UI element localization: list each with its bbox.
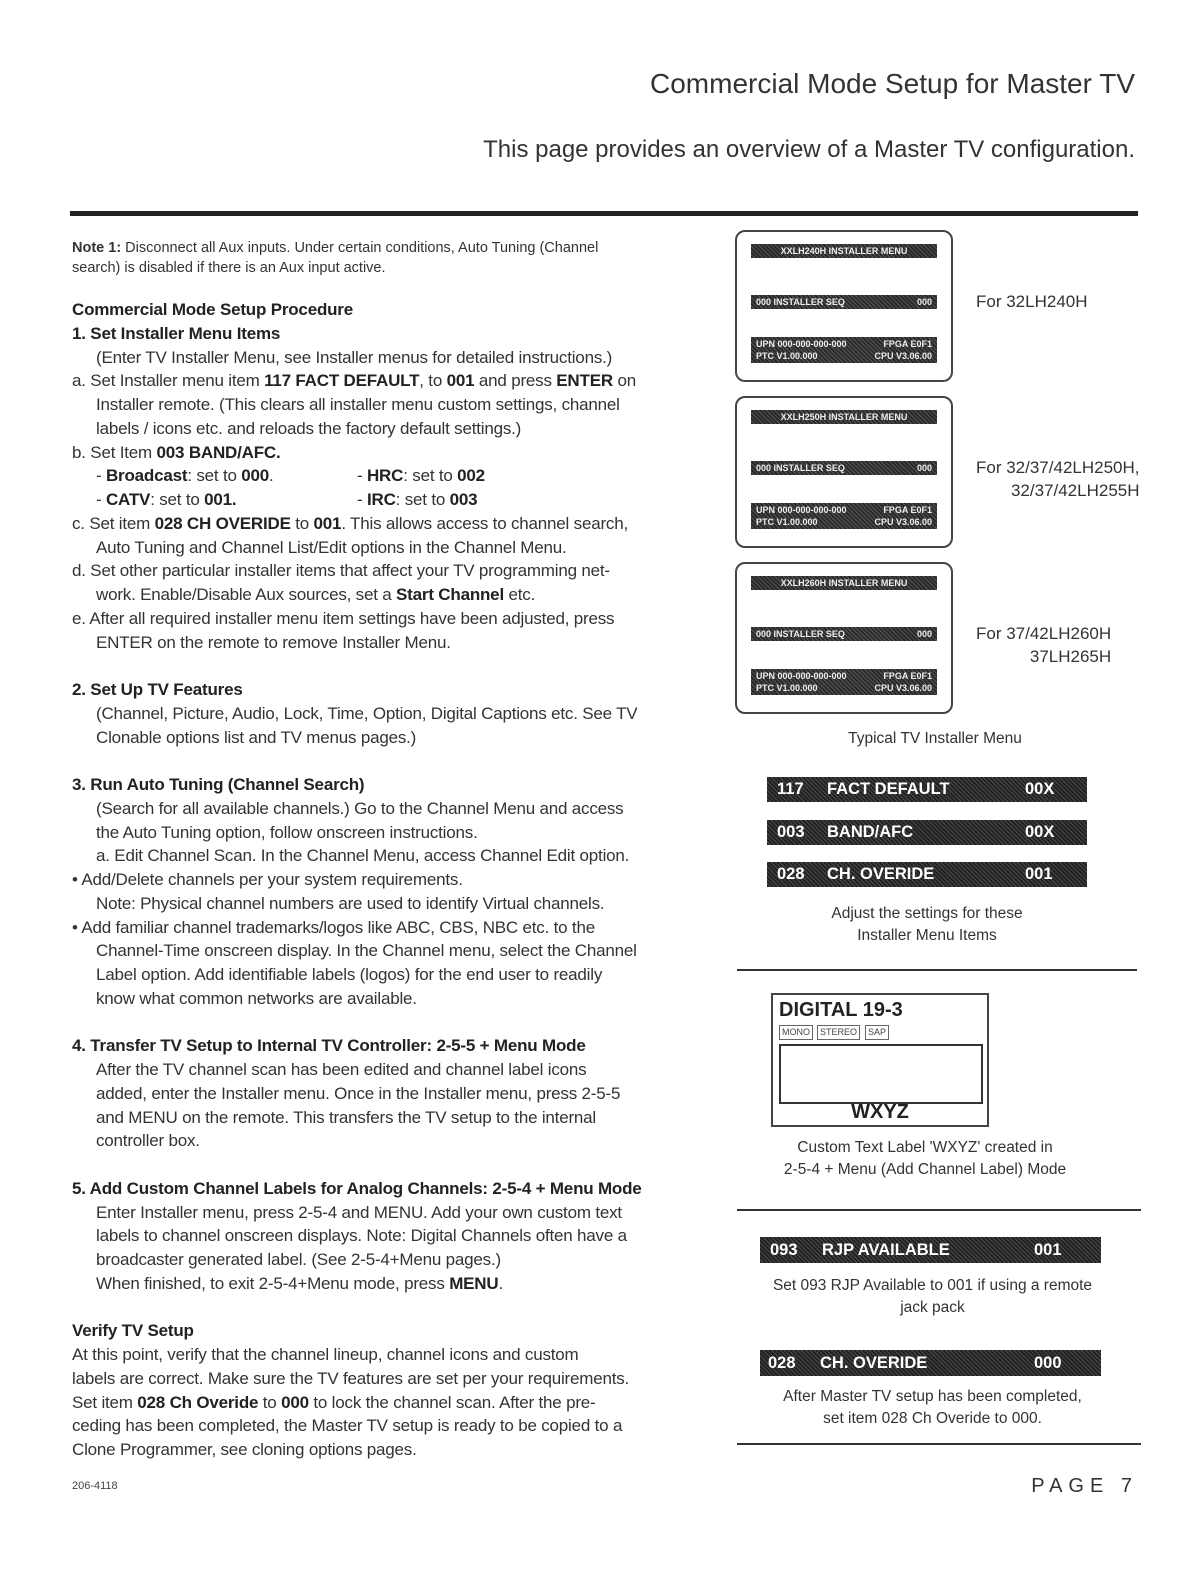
note-label: Note 1: <box>72 240 122 256</box>
installer-seq-row <box>751 295 937 309</box>
text: work. Enable/Disable Aux sources, set a <box>96 585 397 604</box>
bold-text: IRC <box>366 490 396 509</box>
bold-text: Start Channel <box>396 585 504 604</box>
text: . <box>269 466 274 486</box>
text: When finished, to exit 2-5-4+Menu mode, press <box>96 1273 450 1293</box>
bold-text: 002 <box>457 466 485 486</box>
caption-line: set item 028 Ch Overide to 000. <box>823 1410 1042 1427</box>
caption-line: Adjust the settings for these <box>831 905 1023 922</box>
section-heading <box>72 773 697 797</box>
seq-label: 000 INSTALLER SEQ <box>756 297 845 307</box>
section-heading <box>72 322 697 346</box>
text: e. After all required installer menu item settings have been adjusted, press <box>72 608 615 628</box>
note-1 <box>72 238 692 278</box>
ptc: PTC V1.00.000 <box>756 351 818 361</box>
model-line: For 37/42LH260H <box>976 624 1112 643</box>
text-line <box>72 1367 697 1391</box>
sap-badge: SAP <box>865 1025 889 1040</box>
bold-text: Verify TV Setup <box>72 1321 194 1341</box>
text: . <box>498 1273 503 1293</box>
fpga: FPGA E0F1 <box>883 505 932 515</box>
ptc: PTC V1.00.000 <box>756 683 818 693</box>
bold-text: 3. Run Auto Tuning (Channel Search) <box>72 775 365 794</box>
channel-number: DIGITAL 19-3 <box>779 999 903 1021</box>
text-line <box>72 1153 697 1177</box>
text-line <box>72 1391 697 1415</box>
text: know what common networks are available. <box>96 988 417 1008</box>
text-line <box>72 939 697 963</box>
model-label <box>976 290 1088 313</box>
text: Clonable options list and TV menus pages.) <box>96 727 417 747</box>
text-line <box>72 987 697 1011</box>
text: - <box>357 466 367 486</box>
items-caption <box>767 903 1087 947</box>
text-line <box>72 1201 697 1225</box>
text: - <box>357 490 367 509</box>
text-line <box>72 1272 697 1296</box>
text-line <box>72 417 697 441</box>
text-line <box>72 631 697 655</box>
text-line <box>72 1414 697 1438</box>
page-title: Commercial Mode Setup for Master TV <box>650 68 1135 99</box>
bold-text: HRC <box>366 466 404 486</box>
text-line <box>72 441 697 465</box>
page-subtitle: This page provides an overview of a Master TV configuration. <box>483 136 1135 163</box>
fpga: FPGA E0F1 <box>883 671 932 681</box>
text: labels are correct. Make sure the TV features are set per your requirements. <box>72 1368 630 1388</box>
text: Set item <box>72 1392 138 1412</box>
cpu: CPU V3.06.00 <box>874 517 932 527</box>
item-name: CH. OVERIDE <box>820 1354 928 1372</box>
text-line <box>72 1224 697 1248</box>
fpga: FPGA E0F1 <box>883 339 932 349</box>
text-line <box>72 369 697 393</box>
text: - <box>96 466 106 486</box>
installer-menu-screen <box>735 230 953 382</box>
text-line <box>72 726 697 750</box>
bold-text: CATV <box>105 490 151 509</box>
text: added, enter the Installer menu. Once in the Installer menu, press 2-5-5 <box>96 1083 621 1103</box>
bold-text: 003 BAND/AFC. <box>156 442 281 462</box>
text-line <box>72 1296 697 1320</box>
upn: UPN 000-000-000-000 <box>756 505 847 515</box>
text: labels / icons etc. and reloads the factory default settings.) <box>96 418 522 438</box>
bold-text: 5. Add Custom Channel Labels for Analog Channels: 2-5-4 + Menu Mode <box>72 1178 642 1198</box>
text: Clone Programmer, see cloning options pages. <box>72 1440 417 1459</box>
text-line <box>72 1011 697 1035</box>
text-line <box>72 583 697 607</box>
installer-menu-screen <box>735 396 953 548</box>
item-number: 093 <box>770 1241 798 1259</box>
item-name: BAND/AFC <box>827 823 914 841</box>
text-line <box>72 1248 697 1272</box>
text-line <box>72 1129 697 1153</box>
ch-overide-final-item <box>760 1350 1101 1376</box>
text: , to <box>419 371 447 391</box>
divider <box>737 969 1137 971</box>
item-name: FACT DEFAULT <box>827 780 950 798</box>
channel-logo-area <box>779 1044 983 1104</box>
item-number: 028 <box>777 865 805 883</box>
section-heading <box>72 1319 697 1343</box>
bold-text: 003 <box>449 490 478 509</box>
seq-label: 000 INSTALLER SEQ <box>756 629 845 639</box>
text: on <box>612 371 636 391</box>
bold-text: 028 CH OVERIDE <box>154 513 291 533</box>
item-value: 001 <box>1034 1241 1062 1259</box>
text-line <box>72 749 697 773</box>
version-info <box>751 503 937 529</box>
text-line <box>72 346 697 370</box>
text: ENTER on the remote to remove Installer Menu. <box>96 632 451 652</box>
text: : set to <box>403 466 458 486</box>
bold-text: Commercial Mode Setup Procedure <box>72 300 353 319</box>
cpu: CPU V3.06.00 <box>874 351 932 361</box>
text: a. Edit Channel Scan. In the Channel Menu, access Channel Edit option. <box>96 846 630 866</box>
note-text: Disconnect all Aux inputs. Under certain conditions, Auto Tuning (Channel <box>121 240 599 256</box>
bold-text: 001 <box>446 371 475 391</box>
text: . This allows access to channel search, <box>341 513 629 533</box>
text-line <box>72 797 697 821</box>
bold-text: 001. <box>204 490 237 509</box>
divider <box>737 1443 1141 1445</box>
bold-text: 000 <box>241 466 270 486</box>
caption-line: After Master TV setup has been completed, <box>783 1388 1082 1405</box>
caption-line: jack pack <box>900 1299 965 1316</box>
item-number: 028 <box>768 1354 796 1372</box>
overide-caption <box>745 1386 1120 1430</box>
text: : set to <box>187 466 242 486</box>
text: Channel-Time onscreen display. In the Channel menu, select the Channel <box>96 941 637 961</box>
menu-title: XXLH250H INSTALLER MENU <box>751 410 937 424</box>
mono-badge: MONO <box>779 1025 813 1040</box>
text: - <box>96 490 106 509</box>
item-value: 001 <box>1025 865 1053 883</box>
seq-value: 000 <box>916 297 932 307</box>
bold-text: 000 <box>281 1392 309 1412</box>
text-line <box>72 1058 697 1082</box>
item-value: 00X <box>1025 780 1055 798</box>
text: Note: Physical channel numbers are used to identify Virtual channels. <box>96 893 605 913</box>
digital-caption <box>760 1137 1090 1181</box>
rjp-caption <box>745 1275 1120 1319</box>
version-info <box>751 337 937 363</box>
second-column <box>357 488 477 512</box>
text-line <box>72 892 697 916</box>
bold-text: 117 FACT DEFAULT <box>264 371 420 391</box>
seq-label: 000 INSTALLER SEQ <box>756 463 845 473</box>
seq-value: 000 <box>916 629 932 639</box>
section-heading <box>72 1034 697 1058</box>
text: to lock the channel scan. After the pre- <box>308 1392 596 1412</box>
text: the Auto Tuning option, follow onscreen instructions. <box>96 822 478 842</box>
divider <box>737 1209 1141 1211</box>
text-line <box>72 916 697 940</box>
text: to <box>290 513 314 533</box>
bold-text: 4. Transfer TV Setup to Internal TV Controller: 2-5-5 + Menu Mode <box>72 1036 586 1056</box>
installer-seq-row <box>751 461 937 475</box>
upn: UPN 000-000-000-000 <box>756 671 847 681</box>
bold-text: 001 <box>313 513 342 533</box>
section-heading <box>72 1177 697 1201</box>
bold-text: 1. Set Installer Menu Items <box>72 323 281 343</box>
item-value: 00X <box>1025 823 1055 841</box>
stereo-badge: STEREO <box>817 1025 860 1040</box>
text-line <box>72 1106 697 1130</box>
text: Label option. Add identifiable labels (logos) for the end user to readily <box>96 965 603 984</box>
text: labels to channel onscreen displays. Note: Digital Channels often have a <box>96 1226 627 1246</box>
text: c. Set item <box>72 513 155 533</box>
model-line: For 32/37/42LH250H, <box>976 458 1140 477</box>
text: After the TV channel scan has been edited and channel label icons <box>96 1060 587 1079</box>
installer-item-row <box>767 862 1087 887</box>
model-line: 37LH265H <box>1029 647 1112 666</box>
caption-line: Set 093 RJP Available to 001 if using a remote <box>772 1277 1093 1294</box>
text-line <box>72 512 697 536</box>
ptc: PTC V1.00.000 <box>756 517 818 527</box>
menu-title: XXLH260H INSTALLER MENU <box>751 576 937 590</box>
section-heading <box>72 298 697 322</box>
header-divider <box>70 211 1138 216</box>
installer-item-row <box>767 820 1087 845</box>
bold-text: 2. Set Up TV Features <box>72 680 243 699</box>
channel-display-example <box>771 993 989 1127</box>
installer-menu-screen <box>735 562 953 714</box>
text: (Enter TV Installer Menu, see Installer menus for detailed instructions.) <box>96 347 613 367</box>
item-name: RJP AVAILABLE <box>822 1241 950 1259</box>
item-number: 117 <box>777 780 804 798</box>
text: (Search for all available channels.) Go to the Channel Menu and access <box>96 798 624 818</box>
text-line <box>72 821 697 845</box>
rjp-available-item <box>760 1237 1101 1263</box>
text: controller box. <box>96 1131 200 1151</box>
caption-line: Custom Text Label 'WXYZ' created in <box>797 1139 1053 1156</box>
item-number: 003 <box>777 823 805 841</box>
upn: UPN 000-000-000-000 <box>756 339 847 349</box>
menu-title: XXLH240H INSTALLER MENU <box>751 244 937 258</box>
text: : set to <box>395 490 450 509</box>
text-line <box>72 559 697 583</box>
bold-text: Broadcast <box>105 466 188 486</box>
text-line <box>72 1343 697 1367</box>
text: ceding has been completed, the Master TV setup is ready to be copied to a <box>72 1416 623 1436</box>
document-number: 206-4118 <box>72 1480 118 1492</box>
text: Installer remote. (This clears all installer menu custom settings, channel <box>96 395 620 414</box>
text-line <box>72 464 697 488</box>
text-line <box>72 868 697 892</box>
text-line <box>72 654 697 678</box>
page-number: PAGE 7 <box>1031 1475 1138 1497</box>
bold-text: 028 Ch Overide <box>137 1392 259 1412</box>
text: d. Set other particular installer items that affect your TV programming net- <box>72 561 610 581</box>
text: : set to <box>150 490 205 509</box>
installer-seq-row <box>751 627 937 641</box>
text: • Add familiar channel trademarks/logos like ABC, CBS, NBC etc. to the <box>72 917 595 937</box>
text: and press <box>474 371 557 391</box>
text: b. Set Item <box>72 442 157 462</box>
menu-caption: Typical TV Installer Menu <box>848 730 1022 747</box>
text-line <box>72 488 697 512</box>
procedure-text <box>72 298 697 1462</box>
seq-value: 000 <box>916 463 932 473</box>
text: At this point, verify that the channel lineup, channel icons and custom <box>72 1345 579 1364</box>
text: broadcaster generated label. (See 2-5-4+Menu pages.) <box>96 1250 501 1269</box>
installer-item-row <box>767 777 1087 802</box>
text-line <box>72 702 697 726</box>
note-text-2: search) is disabled if there is an Aux input active. <box>72 260 386 276</box>
text: to <box>258 1392 282 1412</box>
text-line <box>72 1082 697 1106</box>
section-heading <box>72 678 697 702</box>
text: and MENU on the remote. This transfers the TV setup to the internal <box>96 1107 597 1127</box>
caption-line: 2-5-4 + Menu (Add Channel Label) Mode <box>783 1161 1067 1178</box>
text-line <box>72 963 697 987</box>
text: Auto Tuning and Channel List/Edit options in the Channel Menu. <box>96 537 567 557</box>
text-line <box>72 844 697 868</box>
bold-text: MENU <box>449 1273 499 1293</box>
text-line <box>72 1438 697 1462</box>
model-label <box>976 622 1111 668</box>
text: • Add/Delete channels per your system requirements. <box>72 870 463 889</box>
text-line <box>72 607 697 631</box>
caption-line: Installer Menu Items <box>857 927 997 944</box>
model-label <box>976 456 1140 502</box>
item-name: CH. OVERIDE <box>827 865 935 883</box>
text: a. Set Installer menu item <box>72 371 265 391</box>
text: etc. <box>503 585 536 604</box>
text: Enter Installer menu, press 2-5-4 and MENU. Add your own custom text <box>96 1202 622 1222</box>
model-line: For 32LH240H <box>976 292 1088 311</box>
model-line: 32/37/42LH255H <box>1010 481 1140 500</box>
bold-text: ENTER <box>556 371 613 391</box>
version-info <box>751 669 937 695</box>
item-value: 000 <box>1034 1354 1062 1372</box>
custom-label: WXYZ <box>851 1101 909 1123</box>
cpu: CPU V3.06.00 <box>874 683 932 693</box>
text-line <box>72 393 697 417</box>
text: (Channel, Picture, Audio, Lock, Time, Option, Digital Captions etc. See TV <box>96 703 638 723</box>
text-line <box>72 536 697 560</box>
second-column <box>357 464 485 488</box>
